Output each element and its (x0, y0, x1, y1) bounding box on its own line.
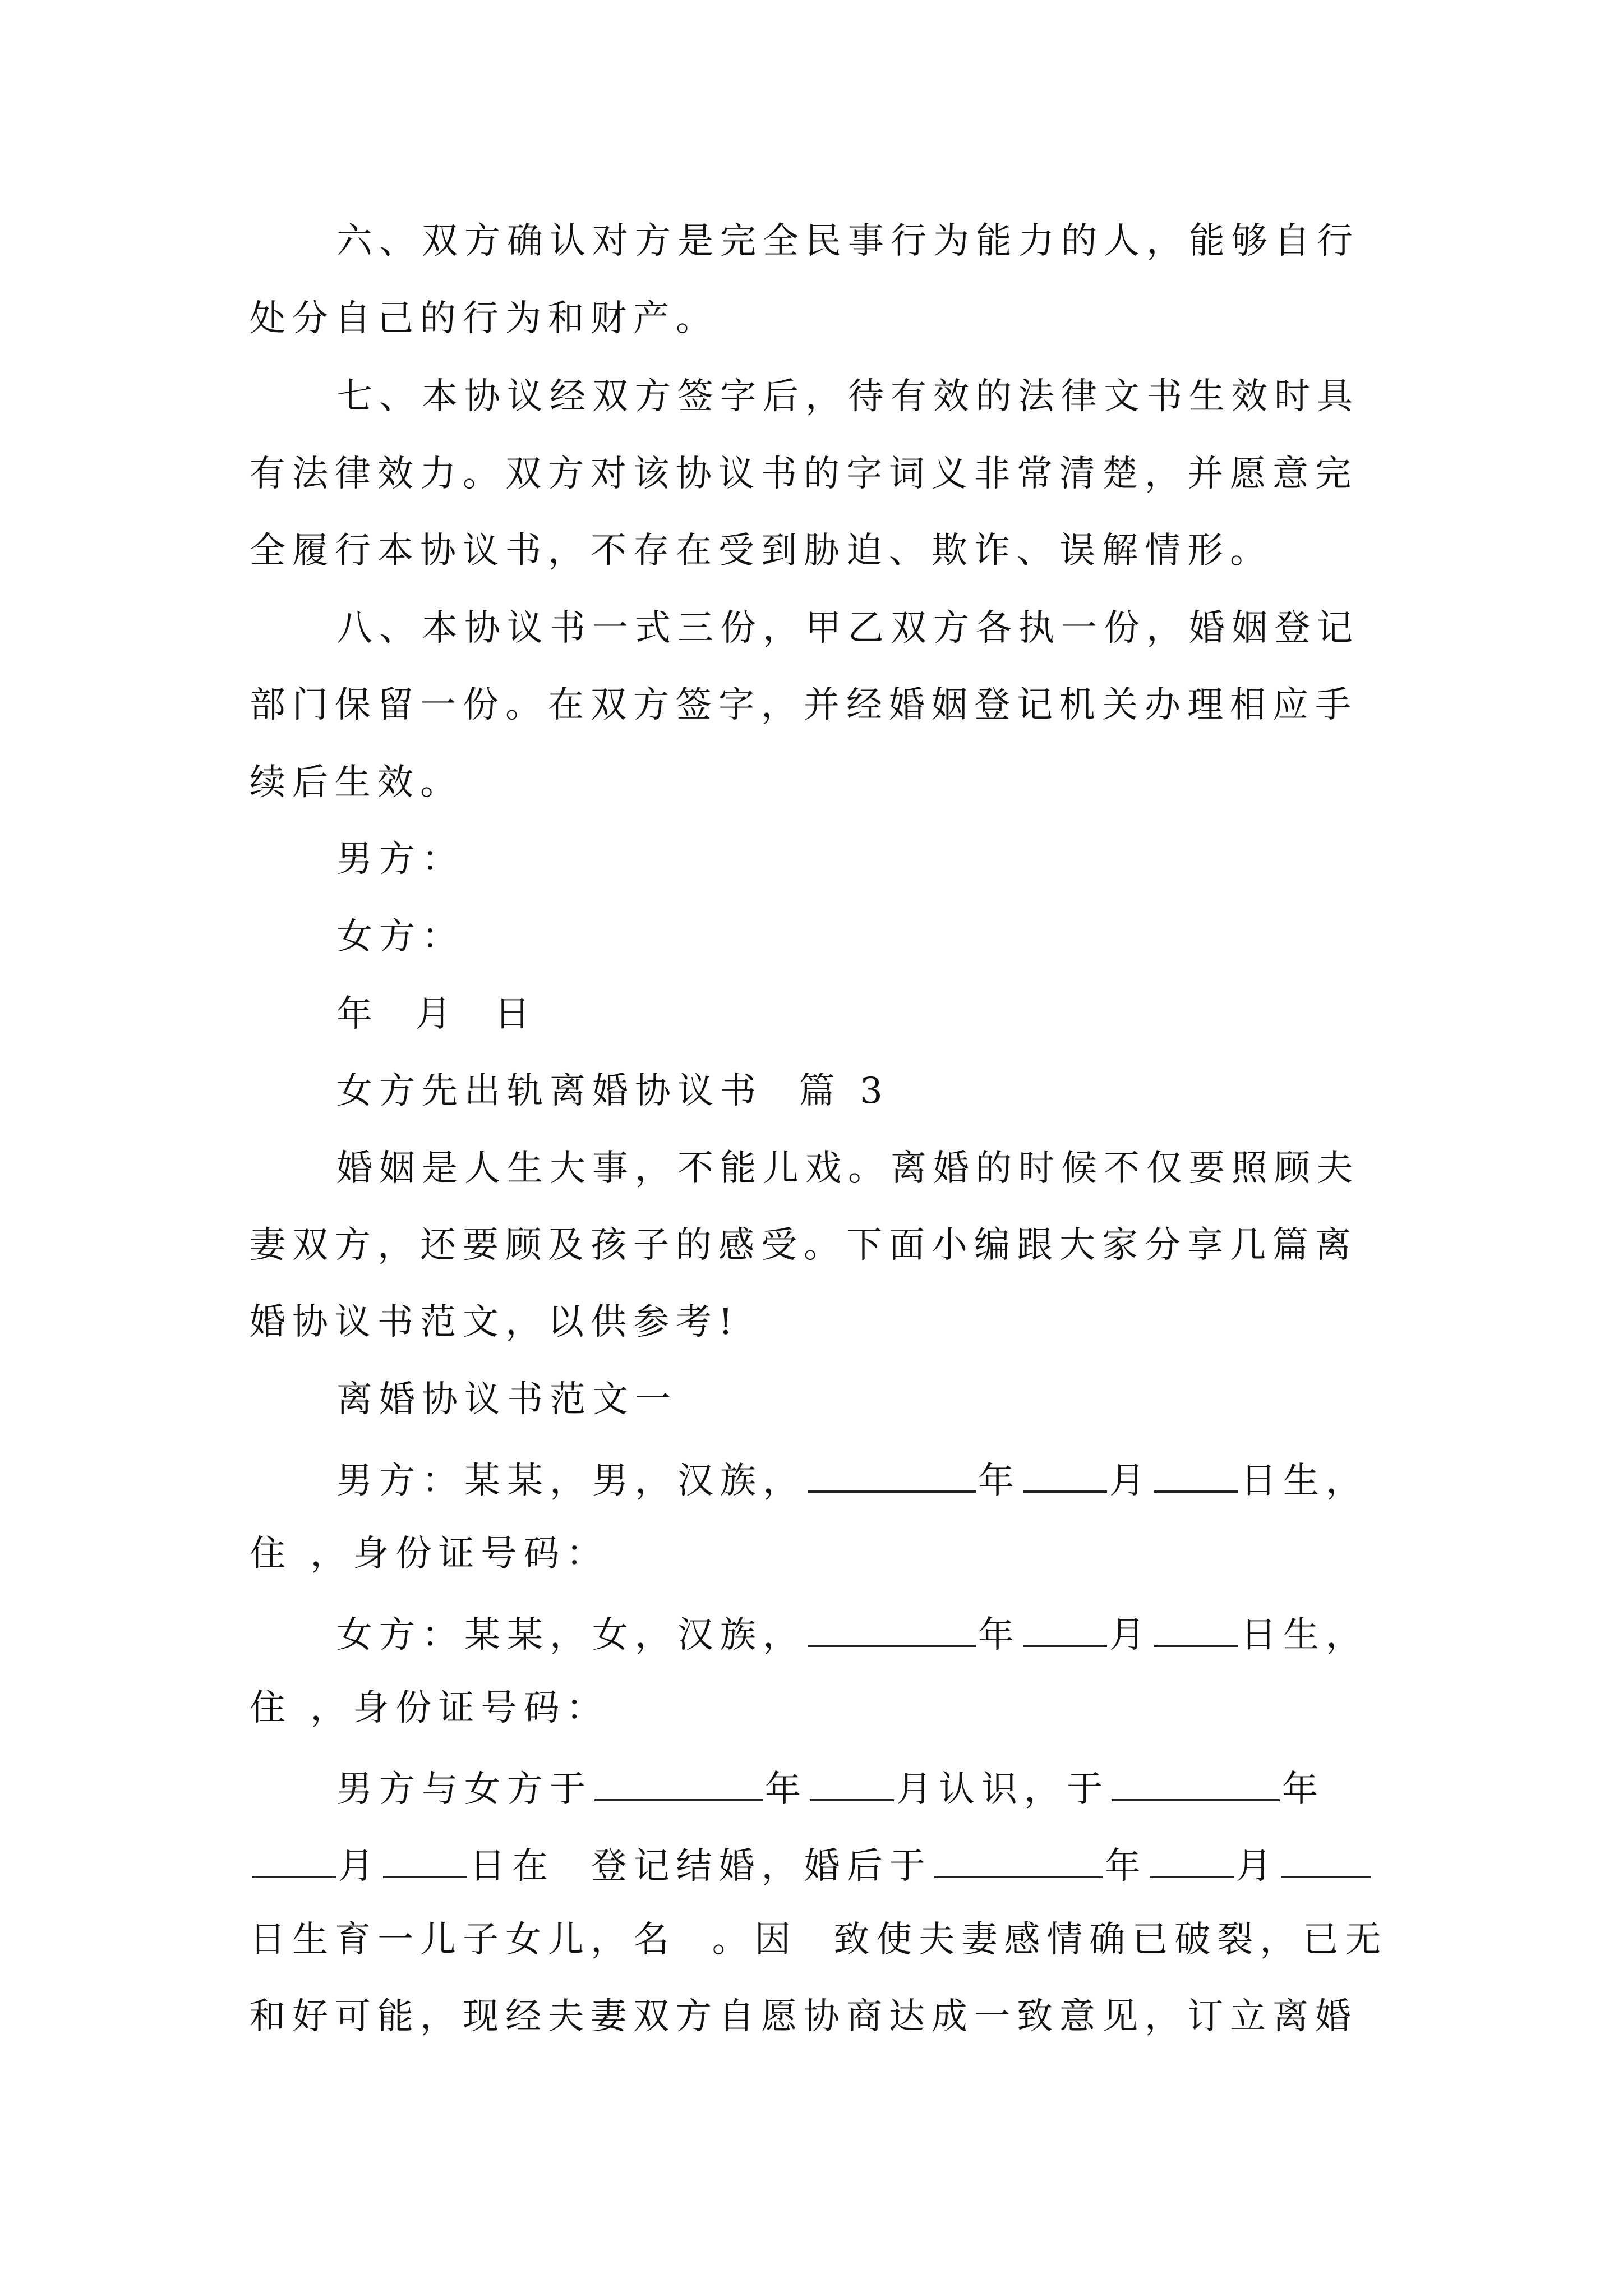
paragraph-six-line-1: 六、双方确认对方是完全民事行为能力的人，能够自行 (336, 220, 1359, 262)
date-line: 年 月 日 (336, 993, 537, 1035)
marriage-line-4: 和好可能，现经夫妻双方自愿协商达成一致意见，订立离婚 (250, 1996, 1358, 2037)
child-month-blank[interactable] (1150, 1844, 1234, 1878)
female-month-label: 月 (1109, 1614, 1152, 1656)
male-signature-label: 男方： (336, 839, 464, 880)
child-year-label: 年 (1104, 1846, 1147, 1887)
male-residence-line: 住 ，身份证号码： (250, 1533, 609, 1575)
male-info-prefix: 男方：某某，男，汉族， (336, 1460, 805, 1502)
male-info-line (336, 1459, 1368, 1510)
married-day-blank[interactable] (383, 1844, 467, 1878)
female-residence-line: 住 ，身份证号码： (250, 1687, 609, 1729)
female-signature-label: 女方： (336, 916, 464, 958)
married-month-label: 月 (338, 1846, 381, 1887)
child-year-blank[interactable] (934, 1844, 1103, 1878)
met-month-blank[interactable] (810, 1768, 894, 1801)
intro-line-2: 妻双方，还要顾及孩子的感受。下面小编跟大家分享几篇离 (250, 1225, 1358, 1266)
married-month-blank[interactable] (252, 1844, 336, 1878)
female-birth-day-blank[interactable] (1154, 1613, 1238, 1647)
female-birth-year-blank[interactable] (808, 1613, 976, 1647)
male-year-label: 年 (978, 1460, 1021, 1502)
male-birth-day-blank[interactable] (1154, 1459, 1238, 1493)
section-heading: 女方先出轨离婚协议书 篇 3 (336, 1070, 889, 1112)
marriage-line-3: 日生育一儿子女儿，名 。因 致使夫妻感情确已破裂，已无 (250, 1919, 1388, 1961)
female-birth-month-blank[interactable] (1023, 1613, 1107, 1647)
female-info-prefix: 女方：某某，女，汉族， (336, 1614, 805, 1656)
paragraph-seven-line-1: 七、本协议经双方签字后，待有效的法律文书生效时具 (336, 376, 1359, 417)
married-year-label: 年 (1282, 1769, 1325, 1810)
sample-title: 离婚协议书范文一 (336, 1379, 677, 1420)
met-month-label: 月认识，于 (896, 1769, 1109, 1810)
marriage-line-2 (250, 1844, 1373, 1895)
married-day-label: 日在 登记结婚，婚后于 (469, 1846, 932, 1887)
paragraph-seven-line-3: 全履行本协议书，不存在受到胁迫、欺诈、误解情形。 (250, 530, 1272, 572)
female-year-label: 年 (978, 1614, 1021, 1656)
met-year-label: 年 (765, 1769, 808, 1810)
met-year-blank[interactable] (594, 1768, 763, 1801)
paragraph-eight-line-3: 续后生效。 (250, 762, 463, 803)
female-day-label: 日生， (1241, 1614, 1368, 1656)
male-day-label: 日生， (1241, 1460, 1368, 1502)
marriage-prefix: 男方与女方于 (336, 1769, 592, 1810)
marriage-line-1 (336, 1768, 1325, 1818)
paragraph-seven-line-2: 有法律效力。双方对该协议书的字词义非常清楚，并愿意完 (250, 453, 1358, 495)
male-birth-year-blank[interactable] (808, 1459, 976, 1493)
female-info-line (336, 1613, 1368, 1664)
paragraph-eight-line-2: 部门保留一份。在双方签字，并经婚姻登记机关办理相应手 (250, 684, 1358, 726)
paragraph-six-line-2: 处分自己的行为和财产。 (250, 298, 718, 339)
child-day-blank[interactable] (1281, 1844, 1371, 1878)
intro-line-3: 婚协议书范文，以供参考! (250, 1301, 740, 1343)
male-birth-month-blank[interactable] (1023, 1459, 1107, 1493)
male-month-label: 月 (1109, 1460, 1152, 1502)
married-year-blank[interactable] (1112, 1768, 1280, 1801)
paragraph-eight-line-1: 八、本协议书一式三份，甲乙双方各执一份，婚姻登记 (336, 608, 1359, 649)
child-month-label: 月 (1235, 1846, 1279, 1887)
intro-line-1: 婚姻是人生大事，不能儿戏。离婚的时候不仅要照顾夫 (336, 1148, 1359, 1189)
